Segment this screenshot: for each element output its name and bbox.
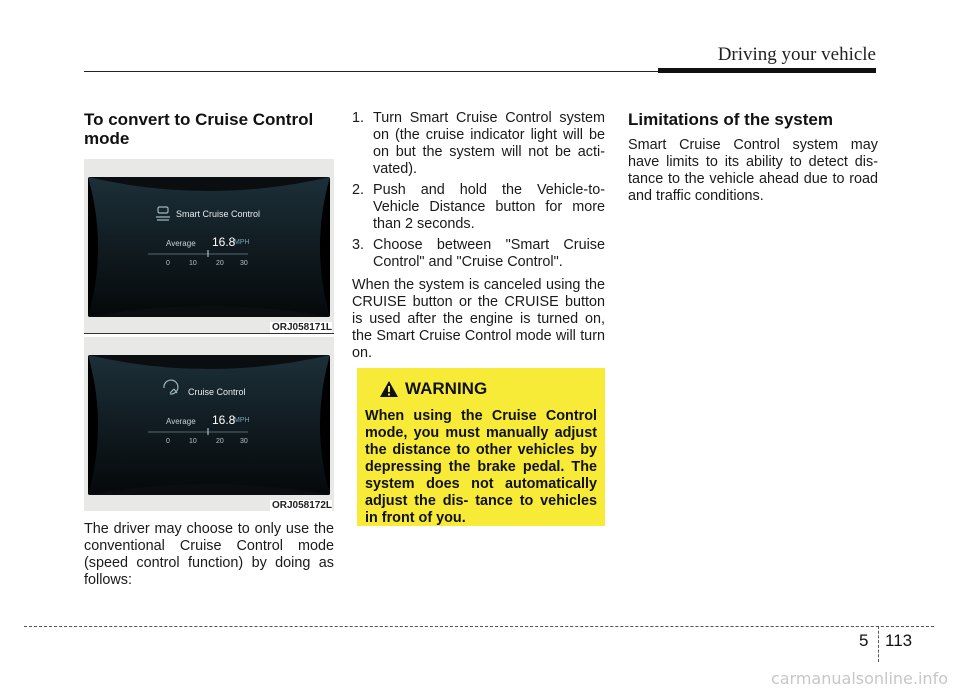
- step-item: [352, 110, 605, 178]
- watermark: carmanualsonline.info: [770, 669, 948, 688]
- average-unit: MPH: [234, 239, 250, 246]
- section-number: 5: [859, 631, 869, 650]
- warning-box: [357, 368, 605, 526]
- average-value: 16.8: [212, 235, 236, 249]
- warning-triangle-icon: [379, 380, 399, 398]
- screen-title: Cruise Control: [188, 387, 246, 397]
- section-heading-convert: To convert to Cruise Control mode: [84, 110, 314, 148]
- footer-rule: [24, 626, 934, 627]
- tick-label: 0: [166, 260, 170, 267]
- figure-rule: [84, 333, 334, 334]
- step-number: 2.: [352, 182, 365, 198]
- right-column: [628, 110, 878, 205]
- figure-cruise: [84, 337, 334, 511]
- middle-column: [352, 110, 605, 362]
- warning-text: When using the Cruise Control mode, you must manually adjust the distance to other vehicles by depressing the brake pedal. The system does not automatically adjust the dis- tance to vehicles in front of you.: [365, 408, 597, 526]
- warning-header: [379, 378, 597, 400]
- cancel-paragraph: When the system is canceled using the CRUISE button or the CRUISE button is used after the engine is turned on, the Smart Cruise Control mode will turn on.: [352, 277, 605, 361]
- average-value: 16.8: [212, 413, 236, 427]
- header-rule-thick: [658, 68, 876, 73]
- footer-divider: [878, 626, 879, 662]
- average-label: Average: [166, 239, 196, 248]
- header-rule-thin: [84, 71, 658, 72]
- average-label: Average: [166, 417, 196, 426]
- step-number: 3.: [352, 237, 365, 253]
- tick-label: 10: [189, 260, 197, 267]
- figure-code: ORJ058172L: [271, 500, 332, 511]
- figure-smart-cruise: [84, 159, 334, 333]
- section-heading-limitations: Limitations of the system: [628, 110, 833, 129]
- tick-label: 30: [240, 438, 248, 445]
- tick-label: 10: [189, 438, 197, 445]
- cluster-display: [88, 355, 330, 495]
- limitations-paragraph: Smart Cruise Control system may have limits to its ability to detect dis- tance to the vehicle ahead due to road and traffic conditions.: [628, 137, 878, 204]
- average-unit: MPH: [234, 417, 250, 424]
- tick-label: 20: [216, 260, 224, 267]
- step-text: Push and hold the Vehicle-to- Vehicle Distance button for more than 2 seconds.: [373, 182, 605, 232]
- figure-code: ORJ058171L: [271, 322, 332, 333]
- page-number: 113: [885, 631, 913, 650]
- step-item: [352, 237, 605, 271]
- tick-label: 0: [166, 438, 170, 445]
- left-column: [84, 110, 334, 589]
- step-text: Turn Smart Cruise Control system on (the cruise indicator light will be on but the system will not be acti- vated).: [373, 110, 605, 177]
- running-header: Driving your vehicle: [717, 44, 876, 65]
- warning-title: WARNING: [405, 379, 488, 398]
- step-text: Choose between "Smart Cruise Control" and "Cruise Control".: [373, 237, 605, 270]
- tick-label: 20: [216, 438, 224, 445]
- step-item: [352, 182, 605, 233]
- step-number: 1.: [352, 110, 365, 126]
- tick-label: 30: [240, 260, 248, 267]
- screen-title: Smart Cruise Control: [176, 209, 261, 219]
- cluster-display: [88, 177, 330, 317]
- intro-paragraph: The driver may choose to only use the conventional Cruise Control mode (speed control function) by doing as follows:: [84, 521, 334, 588]
